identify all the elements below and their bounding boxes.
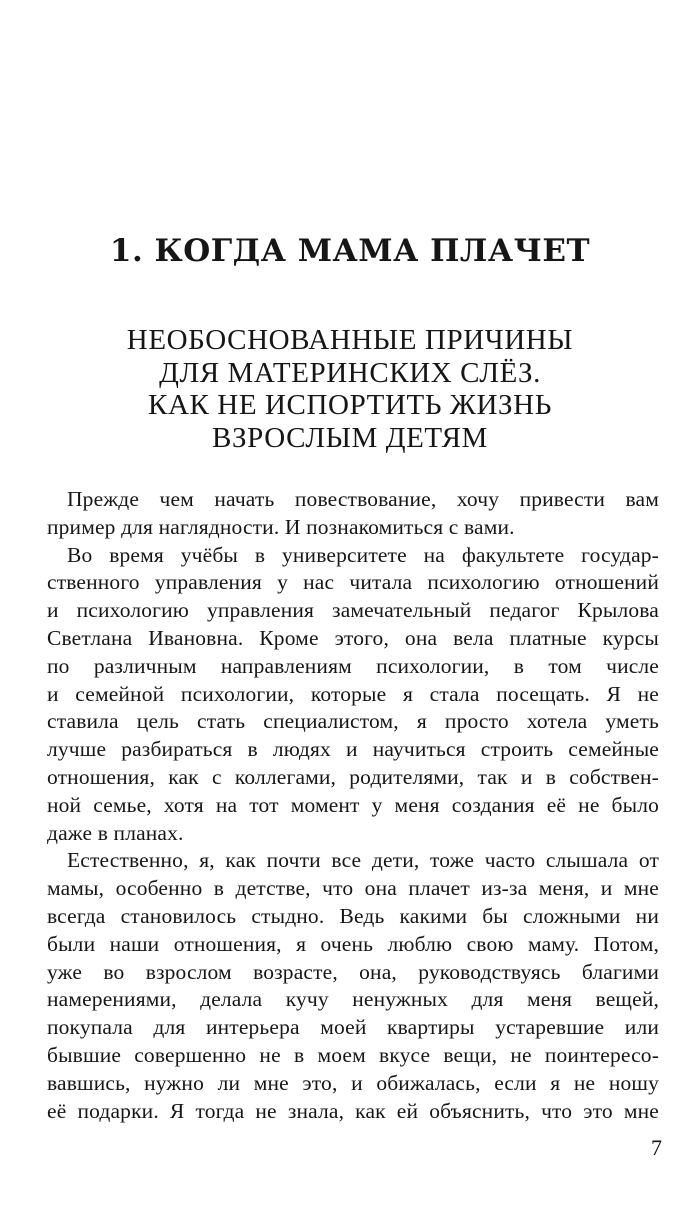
chapter-subtitle [0,324,700,454]
text-line: всегда становилось стыдно. Ведь какими бы сложными ни [47,903,659,928]
subtitle-line: НЕОБОСНОВАННЫЕ ПРИЧИНЫ [126,324,574,356]
text-line: её подарки. Я тогда не знала, как ей объяснить, что это мне [47,1098,659,1123]
text-line: ной семье, хотя на тот момент у меня создания её не было [47,792,659,817]
text-line: ственного управления у нас читала психологию отношений [47,570,659,595]
text-line: уже во взрослом возрасте, она, руководствуясь благими [47,959,659,984]
text-line: намерениями, делала кучу ненужных для меня вещей, [47,987,659,1012]
text-line: были наши отношения, я очень люблю свою маму. Потом, [47,931,659,956]
subtitle-line: ВЗРОСЛЫМ ДЕТЯМ [212,421,488,454]
chapter-title: 1. КОГДА МАМА ПЛАЧЕТ [109,233,591,269]
text-line: Естественно, я, как почти все дети, тоже часто слышала от [67,848,659,873]
text-line: и семейной психологии, которые я стала посещать. Я не [47,681,659,706]
text-line: отношения, как с коллегами, родителями, так и в собствен- [47,764,659,789]
text-line: и психологию управления замечательный педагог Крылова [47,598,659,623]
text-line: ставила цель стать специалистом, я просто хотела уметь [47,709,659,734]
text-line: даже в планах. [47,820,184,845]
text-line: Во время учёбы в университете на факультете государ- [67,542,659,567]
text-line: Прежде чем начать повествование, хочу привести вам [67,487,659,511]
text-line: мамы, особенно в детстве, что она плачет из-за меня, и мне [47,876,659,901]
text-line: по различным направлениям психологии, в том числе [47,653,659,678]
text-line: пример для наглядности. И познакомиться с вами. [47,514,515,539]
text-line: покупала для интерьера моей квартиры устаревшие или [47,1015,659,1040]
text-line: вавшись, нужно ли мне это, и обижалась, если я не ношу [47,1070,659,1095]
subtitle-line: КАК НЕ ИСПОРТИТЬ ЖИЗНЬ [148,389,552,421]
text-line: Светлана Ивановна. Кроме этого, она вела платные курсы [47,625,659,650]
text-line: бывшие совершенно не в моем вкусе вещи, не поинтересо- [47,1042,659,1067]
text-line: лучше разбираться в людях и научиться строить семейные [47,737,659,762]
body-text [47,486,659,1125]
page-number: 7 [651,1135,662,1160]
subtitle-line: ДЛЯ МАТЕРИНСКИХ СЛЁЗ. [159,356,541,389]
